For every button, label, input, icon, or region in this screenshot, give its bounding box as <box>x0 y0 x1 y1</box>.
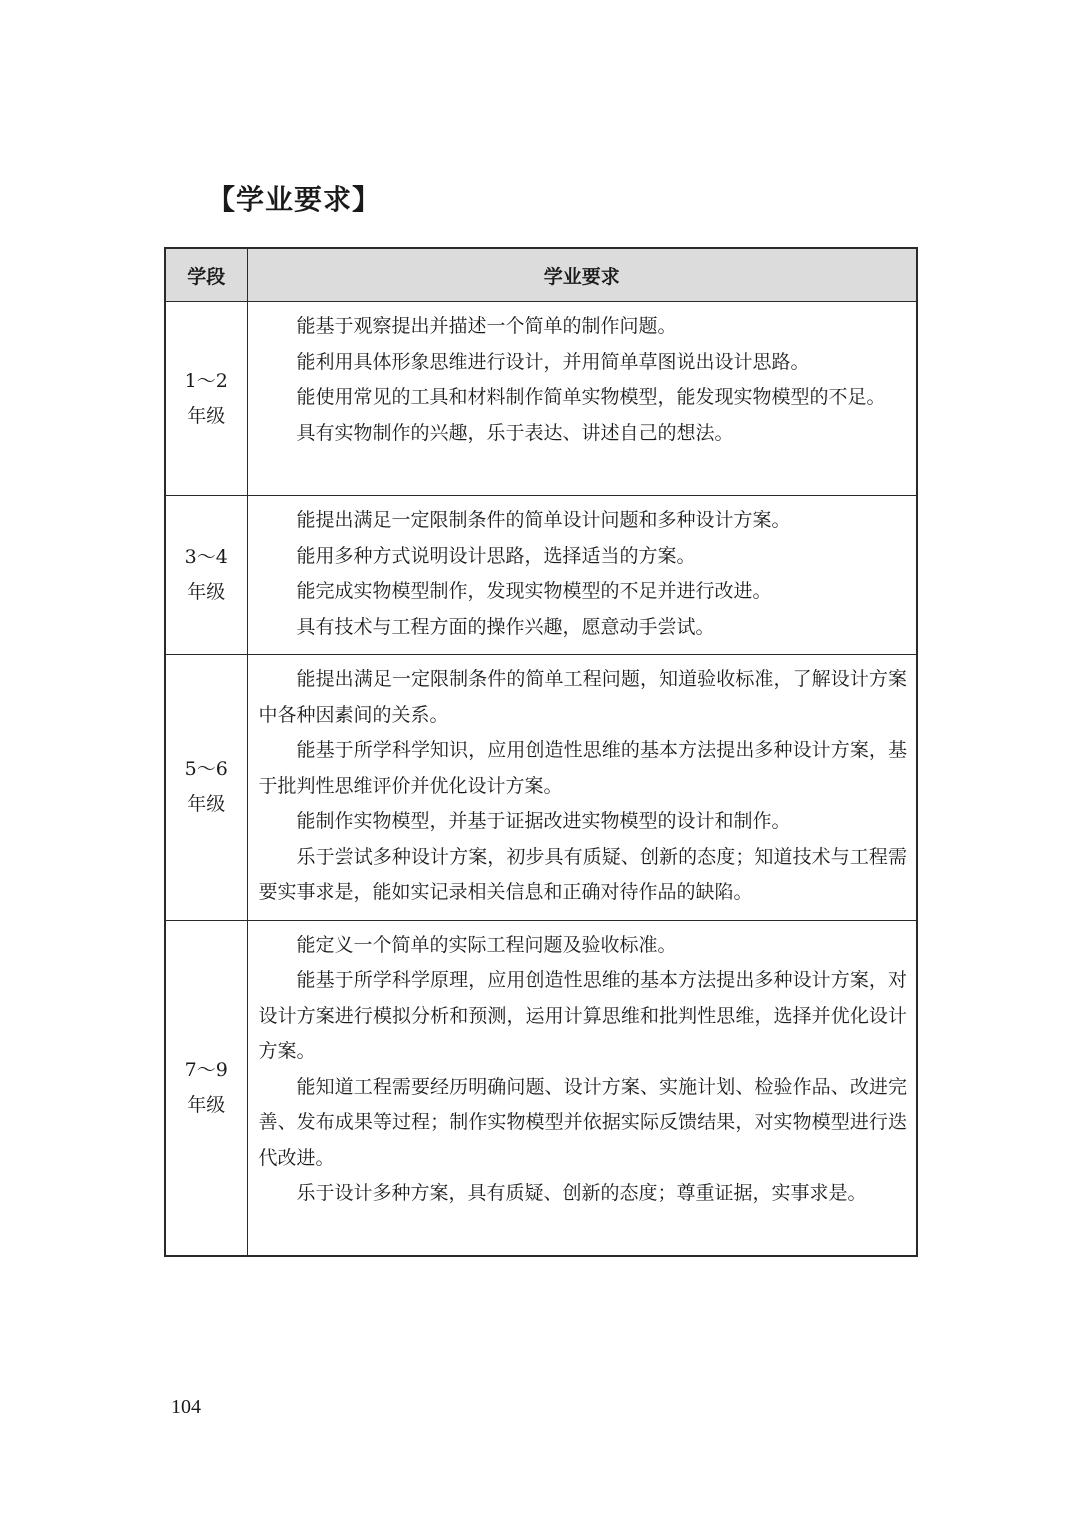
header-grade: 学段 <box>165 248 247 302</box>
requirement-item: 乐于尝试多种设计方案，初步具有质疑、创新的态度；知道技术与工程需要实事求是，能如实记录相关信息和正确对待作品的缺陷。 <box>258 845 907 903</box>
grade-range: 5～6 <box>184 758 228 781</box>
table-header-row <box>165 248 917 302</box>
requirement-item: 具有实物制作的兴趣，乐于表达、讲述自己的想法。 <box>296 421 734 444</box>
grade-cell <box>165 920 247 1256</box>
requirements-cell <box>247 302 917 496</box>
grade-label: 年级 <box>187 1093 226 1116</box>
requirement-item: 能基于观察提出并描述一个简单的制作问题。 <box>296 315 677 337</box>
requirement-item: 能完成实物模型制作，发现实物模型的不足并进行改进。 <box>296 580 772 602</box>
grade-range: 1～2 <box>184 369 228 392</box>
requirements-cell <box>247 496 917 655</box>
requirement-item: 能基于所学科学知识，应用创造性思维的基本方法提出多种设计方案，基于批判性思维评价并优化设计方案。 <box>258 739 907 797</box>
requirement-item: 能基于所学科学原理，应用创造性思维的基本方法提出多种设计方案，对设计方案进行模拟分析和预测，运用计算思维和批判性思维，选择并优化设计方案。 <box>258 969 907 1062</box>
table-row-grade-3-4 <box>165 496 917 655</box>
requirement-item: 能用多种方式说明设计思路，选择适当的方案。 <box>296 544 696 567</box>
requirement-item: 能提出满足一定限制条件的简单设计问题和多种设计方案。 <box>296 509 791 531</box>
requirement-item: 能制作实物模型，并基于证据改进实物模型的设计和制作。 <box>296 810 791 832</box>
requirement-item: 能提出满足一定限制条件的简单工程问题，知道验收标准，了解设计方案中各种因素间的关系。 <box>258 668 907 726</box>
table-row-grade-7-9 <box>165 920 917 1256</box>
section-title: 【学业要求】 <box>207 183 382 216</box>
requirement-item: 具有技术与工程方面的操作兴趣，愿意动手尝试。 <box>296 615 715 638</box>
requirements-cell <box>247 655 917 921</box>
requirements-cell <box>247 920 917 1256</box>
grade-cell <box>165 655 247 921</box>
requirement-item: 能知道工程需要经历明确问题、设计方案、实施计划、检验作品、改进完善、发布成果等过程；制作实物模型并依据实际反馈结果，对实物模型进行迭代改进。 <box>258 1075 907 1169</box>
requirement-item: 能定义一个简单的实际工程问题及验收标准。 <box>296 933 677 956</box>
grade-range: 3～4 <box>184 546 228 568</box>
table-row-grade-5-6 <box>165 655 917 921</box>
grade-label: 年级 <box>187 581 226 603</box>
grade-label: 年级 <box>187 793 226 816</box>
requirement-item: 能利用具体形象思维进行设计，并用简单草图说出设计思路。 <box>296 350 810 373</box>
requirement-item: 能使用常见的工具和材料制作简单实物模型，能发现实物模型的不足。 <box>296 386 886 408</box>
requirement-item: 乐于设计多种方案，具有质疑、创新的态度；尊重证据，实事求是。 <box>296 1182 867 1204</box>
table-row-grade-1-2 <box>165 302 917 496</box>
header-requirements: 学业要求 <box>247 248 917 302</box>
grade-range: 7～9 <box>184 1058 228 1081</box>
grade-cell <box>165 496 247 655</box>
academic-requirements-table <box>164 247 918 1257</box>
grade-label: 年级 <box>187 404 226 427</box>
page-number: 104 <box>171 1396 201 1418</box>
grade-cell <box>165 302 247 496</box>
